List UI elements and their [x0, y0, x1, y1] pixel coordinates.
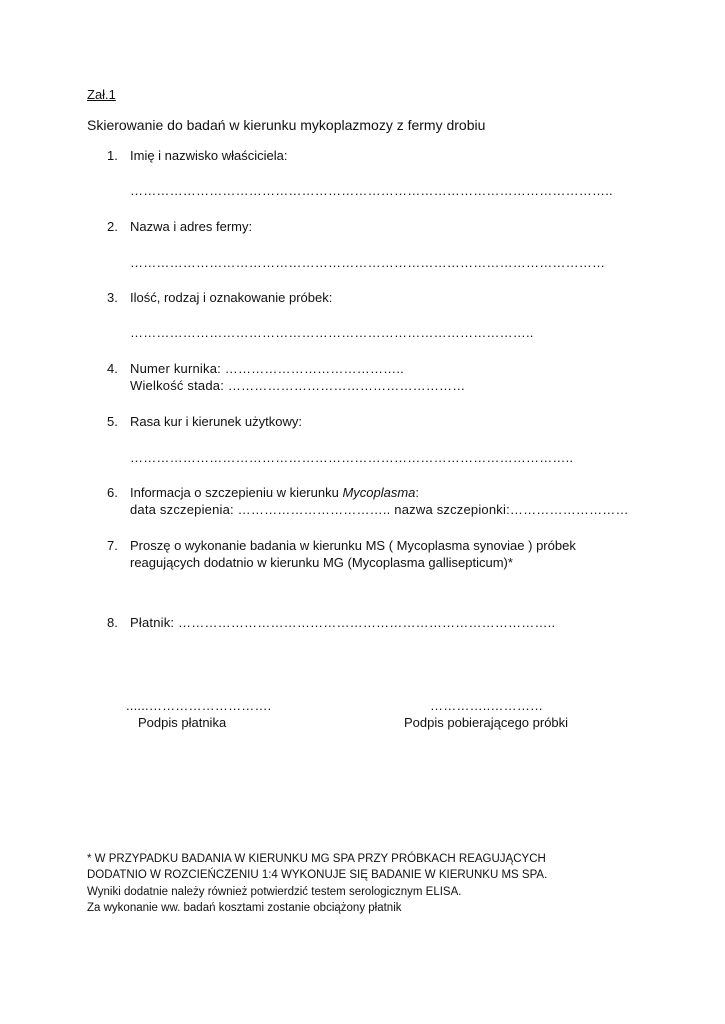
samples-label: Ilość, rodzaj i oznakowanie próbek: — [130, 290, 333, 305]
vaccination-label-colon: : — [415, 485, 420, 500]
vaccination-label-text: Informacja o szczepieniu w kierunku — [130, 485, 343, 500]
footnote-line2: DODATNIO W ROZCIEŃCZENIU 1:4 WYKONUJE SIĘ BADANIE W KIERUNKU MS SPA. — [87, 869, 548, 881]
request-text-line1: Proszę o wykonanie badania w kierunku MS ( Mycoplasma synoviae ) próbek — [130, 538, 576, 553]
sampler-signature-line[interactable]: …………..………… — [430, 698, 544, 713]
payer-signature-line[interactable]: ......………………………. — [126, 698, 272, 713]
attachment-label: Zał.1 — [87, 87, 116, 102]
item-number: 5. — [107, 414, 118, 429]
vaccination-label-italic: Mycoplasma — [342, 485, 416, 500]
farm-address-field[interactable]: ……………………………………………………………………………………………… — [130, 255, 606, 270]
footnote-line1: * W PRZYPADKU BADANIA W KIERUNKU MG SPA PRZY PRÓBKACH REAGUJĄCYCH — [87, 853, 546, 865]
payer-signature-label: Podpis płatnika — [138, 715, 227, 730]
vaccination-label — [130, 485, 419, 501]
breed-field[interactable]: ……………………………………………………………………………………….. — [130, 450, 574, 465]
item-number: 8. — [107, 615, 118, 630]
item-number: 4. — [107, 361, 118, 376]
breed-label: Rasa kur i kierunek użytkowy: — [130, 414, 302, 429]
item-number: 6. — [107, 485, 118, 500]
item-number: 3. — [107, 290, 118, 305]
farm-address-label: Nazwa i adres fermy: — [130, 219, 253, 234]
footnote-line3: Wyniki dodatnie należy również potwierdzić testem serologicznym ELISA. — [87, 886, 462, 898]
request-text-line2: reagujących dodatnio w kierunku MG (Mycoplasma gallisepticum)* — [130, 555, 513, 570]
item-number: 7. — [107, 538, 118, 553]
page-title: Skierowanie do badań w kierunku mykoplazmozy z fermy drobiu — [87, 117, 486, 133]
item-number: 2. — [107, 219, 118, 234]
owner-name-field[interactable]: ……………………………………………………………………………………………….. — [130, 183, 613, 198]
flock-size-field[interactable]: Wielkość stada: ……………………………………………… — [130, 378, 466, 393]
samples-field[interactable]: ……………………………………………………………………………….. — [130, 325, 534, 340]
payer-field[interactable]: Płatnik: ………………………………………………………………………….. — [130, 615, 556, 630]
owner-name-label: Imię i nazwisko właściciela: — [130, 148, 288, 163]
vaccination-details-field[interactable]: data szczepienia: …………………………….. nazwa szczepionki:……………………… — [130, 502, 629, 517]
coop-number-field[interactable]: Numer kurnika: ………………………………….. — [130, 361, 404, 376]
item-number: 1. — [107, 148, 118, 163]
sampler-signature-label: Podpis pobierającego próbki — [404, 715, 569, 730]
footnote-line4: Za wykonanie ww. badań kosztami zostanie obciążony płatnik — [87, 902, 402, 914]
